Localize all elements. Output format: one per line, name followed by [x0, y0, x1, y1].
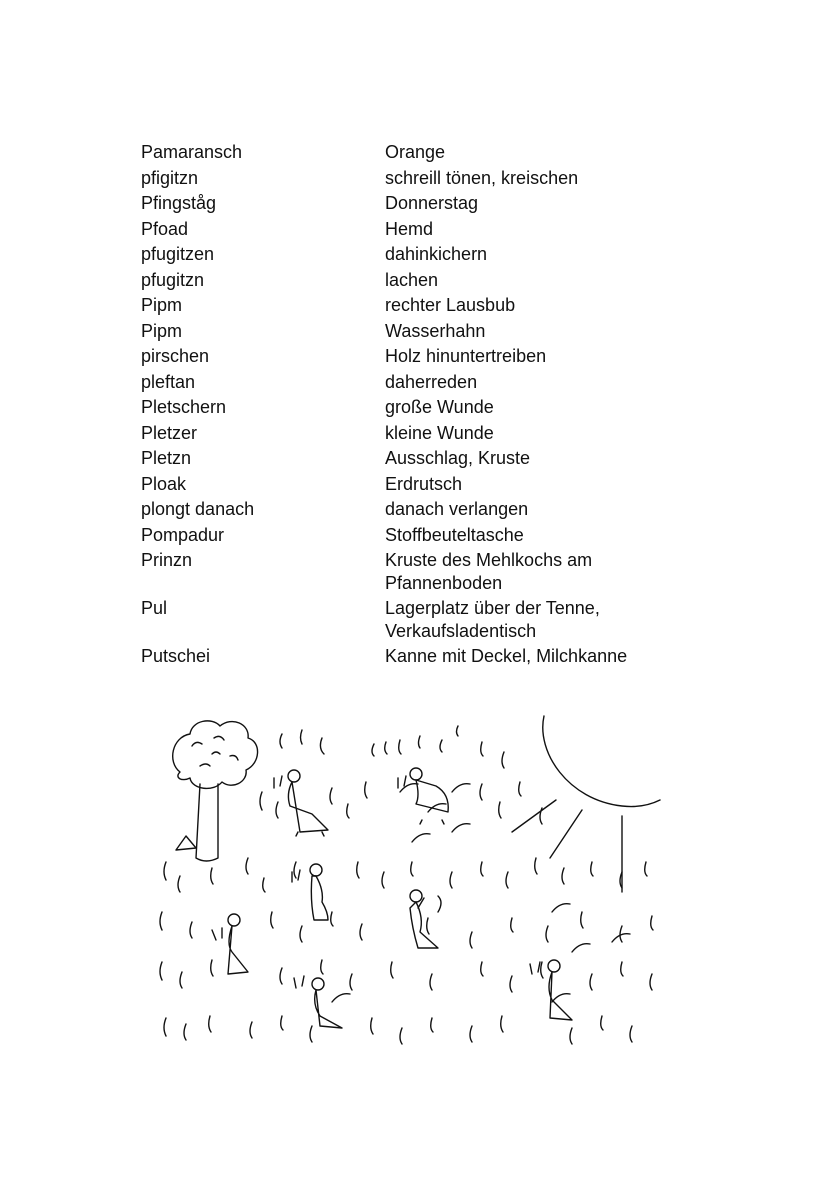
figure-drawing: [530, 960, 572, 1020]
glossary-definition: schreill tönen, kreischen: [385, 167, 579, 188]
glossary-row: [141, 294, 701, 317]
glossary-definition: Orange: [385, 142, 446, 162]
glossary-term: pirschen: [141, 346, 210, 366]
glossary-row: [141, 371, 701, 394]
glossary-term: Pletzer: [141, 422, 198, 443]
glossary-row: [141, 141, 701, 164]
glossary-term: pfigitzn: [141, 167, 199, 188]
meadow-illustration: [152, 712, 662, 1064]
glossary-term: Pamaransch: [141, 142, 243, 162]
glossary-definition: Wasserhahn: [385, 320, 486, 341]
glossary-term: Pipm: [141, 295, 183, 315]
glossary-definition: Donnerstag: [385, 193, 479, 213]
glossary-definition: daherreden: [385, 371, 478, 392]
glossary-definition: Hemd: [385, 218, 434, 239]
glossary-row: [141, 422, 701, 445]
figure-drawing: [294, 976, 342, 1028]
glossary-row: [141, 597, 701, 642]
glossary-definition: danach verlangen: [385, 499, 529, 519]
glossary-definition: Ausschlag, Kruste: [385, 448, 531, 468]
glossary-definition: lachen: [385, 269, 439, 290]
glossary-definition: Holz hinuntertreiben: [385, 346, 547, 366]
glossary-term: pleftan: [141, 371, 196, 392]
glossary-definition: große Wunde: [385, 397, 494, 417]
grass-strokes: [160, 726, 653, 1044]
glossary-term: Ploak: [141, 473, 187, 494]
glossary-row: [141, 396, 701, 419]
glossary-definition: kleine Wunde: [385, 422, 494, 443]
glossary-term: Pul: [141, 598, 168, 618]
figure-drawing: [292, 864, 328, 920]
glossary-row: [141, 524, 701, 547]
glossary-definition: rechter Lausbub: [385, 295, 516, 315]
glossary-definition: dahinkichern: [385, 244, 488, 264]
glossary-term: Pfingståg: [141, 193, 217, 213]
glossary-term: Prinzn: [141, 550, 193, 570]
rock-drawing: [176, 836, 196, 850]
glossary-row: [141, 549, 701, 594]
glossary-term: Pipm: [141, 320, 183, 341]
glossary-row: [141, 167, 701, 190]
glossary-row: [141, 192, 701, 215]
glossary-definition: Lagerplatz über der Tenne, Verkaufsladentisch: [385, 598, 600, 641]
glossary-row: [141, 243, 701, 266]
glossary-term: Pompadur: [141, 524, 225, 545]
glossary-term: Pletschern: [141, 397, 227, 417]
glossary-definition: Kruste des Mehlkochs am Pfannenboden: [385, 550, 593, 593]
glossary-row: [141, 447, 701, 470]
glossary-definition: Stoffbeuteltasche: [385, 524, 524, 545]
glossary-definition: Kanne mit Deckel, Milchkanne: [385, 646, 628, 666]
glossary-row: [141, 269, 701, 292]
glossary-row: [141, 320, 701, 343]
glossary-row: [141, 345, 701, 368]
glossary-term: Putschei: [141, 646, 211, 666]
figure-drawing: [274, 770, 328, 836]
glossary-term: Pfoad: [141, 218, 189, 239]
glossary-term: plongt danach: [141, 499, 255, 519]
figure-drawing: [212, 914, 248, 974]
glossary-row: [141, 473, 701, 496]
glossary-definition: Erdrutsch: [385, 473, 463, 494]
glossary-list: [141, 141, 701, 671]
figure-drawing: [398, 768, 448, 824]
tree-drawing: [173, 721, 258, 861]
glossary-row: [141, 645, 701, 668]
glossary-row: [141, 218, 701, 241]
glossary-term: pfugitzen: [141, 244, 215, 264]
glossary-term: Pletzn: [141, 448, 192, 468]
glossary-term: pfugitzn: [141, 269, 205, 290]
figure-drawing: [410, 890, 441, 948]
glossary-row: [141, 498, 701, 521]
